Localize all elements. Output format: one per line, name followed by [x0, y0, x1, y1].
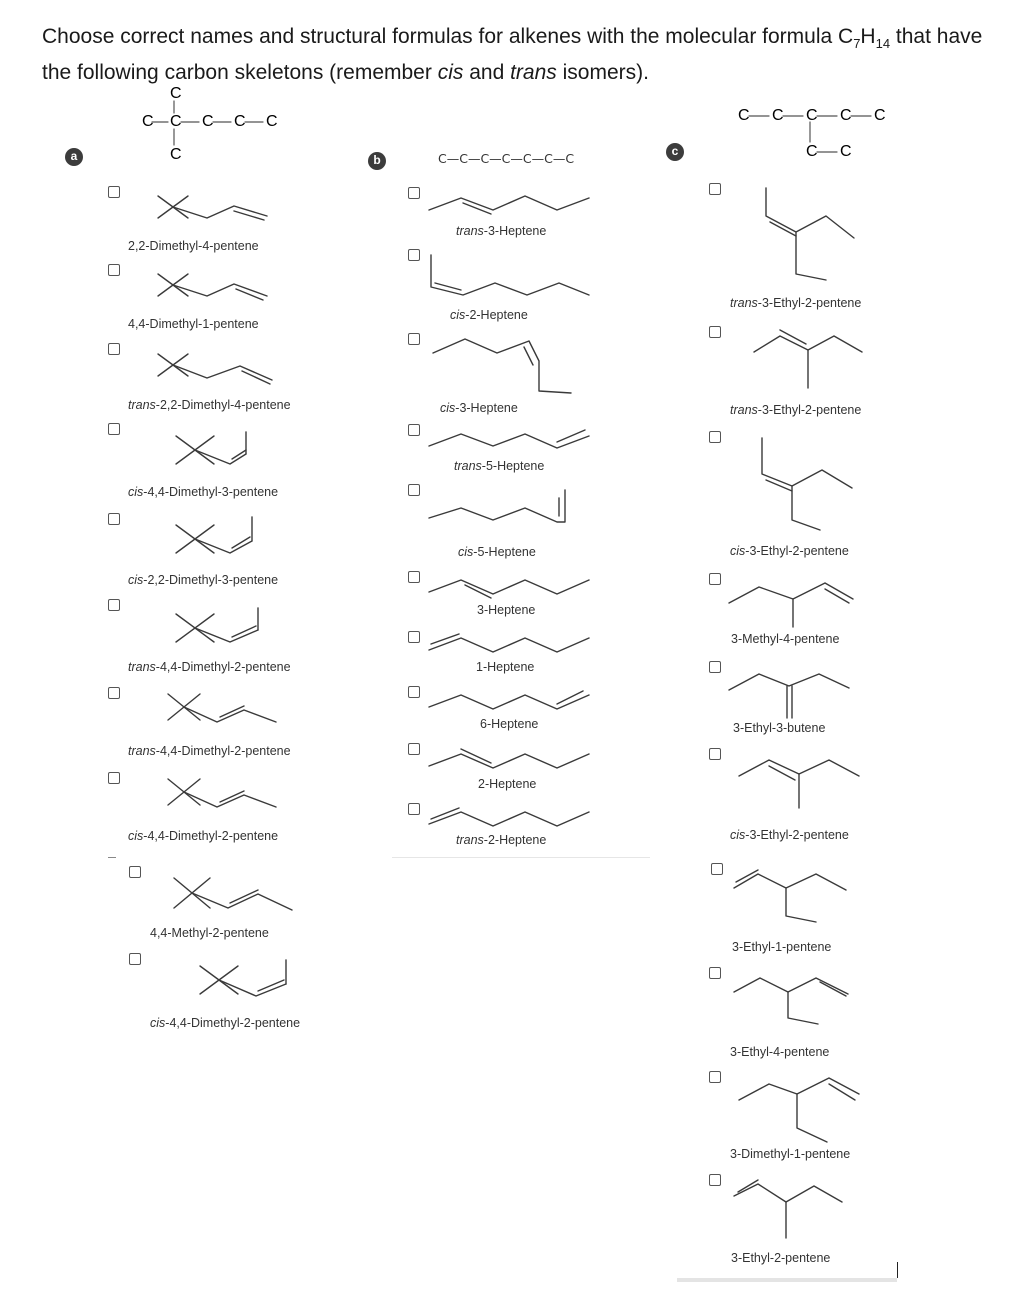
option-checkbox-c-9[interactable]	[709, 1071, 721, 1083]
option-checkbox-b-4[interactable]	[408, 424, 420, 436]
option-checkbox-c-8[interactable]	[709, 967, 721, 979]
structure-c-10	[730, 1176, 860, 1242]
structure-c-3	[750, 436, 870, 532]
option-checkbox-a-9[interactable]	[129, 866, 141, 878]
option-checkbox-c-2[interactable]	[709, 326, 721, 338]
structure-c-7	[730, 862, 860, 924]
option-label-c-4: 3-Methyl-4-pentene	[731, 632, 840, 646]
structure-c-1	[750, 186, 870, 282]
option-label-b-9: 2-Heptene	[478, 777, 537, 791]
option-checkbox-b-10[interactable]	[408, 803, 420, 815]
text-cursor	[897, 1262, 898, 1278]
option-label-a-5: cis-2,2-Dimethyl-3-pentene	[128, 573, 279, 587]
structure-a-6	[170, 604, 270, 650]
option-checkbox-c-5[interactable]	[709, 661, 721, 673]
option-label-a-4: cis-4,4-Dimethyl-3-pentene	[128, 485, 279, 499]
structure-a-7	[160, 690, 290, 730]
option-label-a-7: trans-4,4-Dimethyl-2-pentene	[128, 744, 291, 758]
option-label-a-1: 2,2-Dimethyl-4-pentene	[128, 239, 259, 253]
skeleton-c-atom: C	[840, 107, 852, 124]
structure-c-2	[750, 326, 870, 394]
option-checkbox-c-4[interactable]	[709, 573, 721, 585]
skeleton-a-atom: C	[170, 146, 182, 163]
option-label-b-7: 1-Heptene	[476, 660, 535, 674]
structure-a-9	[164, 872, 296, 918]
option-label-c-5: 3-Ethyl-3-butene	[733, 721, 826, 735]
option-label-c-2: trans-3-Ethyl-2-pentene	[730, 403, 862, 417]
structure-b-10	[425, 804, 595, 834]
part-b-badge: b	[368, 152, 386, 170]
option-label-b-2: cis-2-Heptene	[450, 308, 528, 322]
option-label-c-10: 3-Ethyl-2-pentene	[731, 1251, 831, 1265]
option-label-a-3: trans-2,2-Dimethyl-4-pentene	[128, 398, 291, 412]
option-label-b-4: trans-5-Heptene	[454, 459, 545, 473]
structure-a-3	[150, 350, 280, 390]
option-label-c-7: 3-Ethyl-1-pentene	[732, 940, 832, 954]
structure-a-5	[170, 515, 270, 561]
option-label-a-10: cis-4,4-Dimethyl-2-pentene	[150, 1016, 301, 1030]
option-checkbox-b-3[interactable]	[408, 333, 420, 345]
option-checkbox-a-3[interactable]	[108, 343, 120, 355]
skeleton-c	[736, 104, 886, 160]
option-label-b-1: trans-3-Heptene	[456, 224, 547, 238]
option-checkbox-a-4[interactable]	[108, 423, 120, 435]
structure-a-2	[150, 270, 270, 310]
structure-b-4	[425, 428, 595, 458]
option-label-b-10: trans-2-Heptene	[456, 833, 547, 847]
structure-a-10	[196, 956, 296, 1002]
option-label-b-5: cis-5-Heptene	[458, 545, 536, 559]
skeleton-a-atom: C	[266, 113, 278, 130]
option-label-c-8: 3-Ethyl-4-pentene	[730, 1045, 830, 1059]
skeleton-a	[136, 84, 286, 166]
structure-a-8	[160, 775, 290, 815]
structure-c-4	[725, 575, 855, 629]
option-label-c-3: cis-3-Ethyl-2-pentene	[730, 544, 849, 558]
option-checkbox-a-2[interactable]	[108, 264, 120, 276]
structure-b-7	[425, 630, 595, 660]
structure-c-6	[735, 750, 865, 810]
option-checkbox-a-8[interactable]	[108, 772, 120, 784]
option-checkbox-c-3[interactable]	[709, 431, 721, 443]
option-checkbox-b-5[interactable]	[408, 484, 420, 496]
option-label-b-3: cis-3-Heptene	[440, 401, 518, 415]
part-a-badge: a	[65, 148, 83, 166]
option-label-b-8: 6-Heptene	[480, 717, 539, 731]
structure-b-6	[425, 572, 595, 602]
option-checkbox-a-1[interactable]	[108, 186, 120, 198]
skeleton-a-atom: C	[170, 113, 182, 130]
option-label-c-6: cis-3-Ethyl-2-pentene	[730, 828, 849, 842]
skeleton-a-atom: C	[170, 85, 182, 102]
option-checkbox-a-10[interactable]	[129, 953, 141, 965]
option-checkbox-b-1[interactable]	[408, 187, 420, 199]
structure-c-5	[725, 662, 855, 720]
structure-b-1	[425, 188, 595, 218]
structure-b-9	[425, 746, 595, 776]
structure-b-3	[425, 335, 595, 399]
skeleton-c-atom: C	[806, 143, 818, 160]
option-checkbox-c-7[interactable]	[711, 863, 723, 875]
skeleton-a-atom: C	[142, 113, 154, 130]
option-label-b-6: 3-Heptene	[477, 603, 536, 617]
option-label-c-9: 3-Dimethyl-1-pentene	[730, 1147, 851, 1161]
skeleton-c-atom: C	[772, 107, 784, 124]
option-checkbox-b-2[interactable]	[408, 249, 420, 261]
skeleton-c-atom: C	[840, 143, 852, 160]
option-checkbox-c-1[interactable]	[709, 183, 721, 195]
option-checkbox-b-6[interactable]	[408, 571, 420, 583]
divider-c	[677, 1278, 897, 1282]
part-c-badge: c	[666, 143, 684, 161]
option-label-a-6: trans-4,4-Dimethyl-2-pentene	[128, 660, 291, 674]
structure-a-1	[150, 192, 270, 232]
divider-b	[392, 857, 650, 858]
structure-b-5	[425, 488, 595, 542]
option-checkbox-a-5[interactable]	[108, 513, 120, 525]
option-checkbox-b-9[interactable]	[408, 743, 420, 755]
option-checkbox-a-7[interactable]	[108, 687, 120, 699]
structure-a-4	[170, 428, 270, 474]
option-label-a-8: cis-4,4-Dimethyl-2-pentene	[128, 829, 279, 843]
skeleton-a-atom: C	[202, 113, 214, 130]
skeleton-c-atom: C	[874, 107, 886, 124]
option-label-a-2: 4,4-Dimethyl-1-pentene	[128, 317, 259, 331]
skeleton-b: C—C—C—C—C—C—C	[438, 151, 575, 166]
structure-b-8	[425, 687, 595, 717]
structure-c-8	[730, 966, 860, 1026]
option-checkbox-a-6[interactable]	[108, 599, 120, 611]
option-checkbox-c-10[interactable]	[709, 1174, 721, 1186]
structure-b-2	[425, 253, 595, 299]
divider-a	[108, 857, 116, 858]
option-checkbox-b-8[interactable]	[408, 686, 420, 698]
option-checkbox-b-7[interactable]	[408, 631, 420, 643]
question-text: Choose correct names and structural formulas for alkenes with the molecular formula $C_7H_{14}$ that have the following carbon skeletons (remember cis and trans isomers).	[42, 25, 983, 85]
structure-c-9	[735, 1074, 865, 1146]
option-label-c-1: trans-3-Ethyl-2-pentene	[730, 296, 862, 310]
option-label-a-9: 4,4-Methyl-2-pentene	[150, 926, 269, 940]
option-checkbox-c-6[interactable]	[709, 748, 721, 760]
skeleton-c-atom: C	[806, 107, 818, 124]
skeleton-c-atom: C	[738, 107, 750, 124]
skeleton-a-atom: C	[234, 113, 246, 130]
